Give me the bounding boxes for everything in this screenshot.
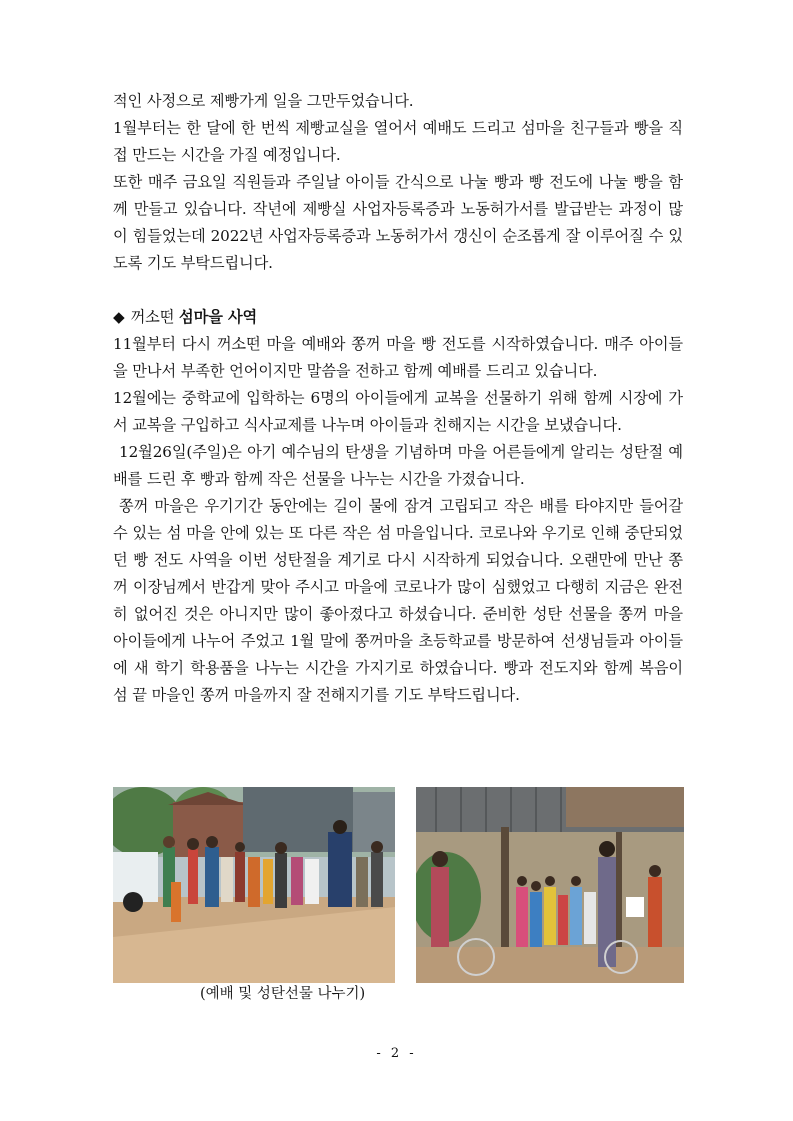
section-heading (113, 304, 683, 331)
village-worship-gathering-photo (416, 787, 684, 983)
section-paragraph-1: 11월부터 다시 꺼소떤 마을 예배와 쫑꺼 마을 빵 전도를 시작하였습니다. 매주 아이들을 만나서 부족한 언어이지만 말씀을 전하고 함께 예배를 드리고 있습니다. (113, 335, 683, 380)
section-paragraph-4: 쫑꺼 마을은 우기기간 동안에는 길이 물에 잠겨 고립되고 작은 배를 타야지만 들어갈 수 있는 섬 마을 안에 있는 또 다른 작은 섬 마을입니다. 코로나와 우기로 인해 중단되었던 빵 전도 사역을 이번 성탄절을 계기로 다시 시작하게 되었습니다. 오랜만에 만난 쫑꺼 이장님께서 반갑게 맞아 주시고 마을에 코로나가 많이 심했었고 다행히 지금은 완전히 없어진 것은 아니지만 많이 좋아졌다고 하셨습니다. 준비한 성탄 선물을 쫑꺼 마을 아이들에게 나누어 주었고 1월 말에 쫑꺼마을 초등학교를 방문하여 선생님들과 아이들에 새 학기 학용품을 나누는 시간을 가지기로 하였습니다. 빵과 전도지와 함께 복음이 섬 끝 마을인 쫑꺼 마을까지 잘 전해지기를 기도 부탁드립니다. (113, 497, 683, 704)
paragraph-1: 적인 사정으로 제빵가게 일을 그만두었습니다. (113, 92, 414, 110)
section-heading-normal: 꺼소떤 (130, 308, 180, 326)
paragraph-2: 1월부터는 한 달에 한 번씩 제빵교실을 열어서 예배도 드리고 섬마을 친구들과 빵을 직접 만드는 시간을 가질 예정입니다. (113, 119, 683, 164)
section-paragraph-2: 12월에는 중학교에 입학하는 6명의 아이들에게 교복을 선물하기 위해 함께 시장에 가서 교복을 구입하고 식사교제를 나누며 아이들과 친해지는 시간을 보냈습니다. (113, 389, 684, 434)
photo-caption: (예배 및 성탄선물 나누기) (200, 986, 366, 1002)
page-number: - 2 - (376, 1046, 417, 1061)
section-heading-bold: 섬마을 사역 (179, 308, 258, 326)
diamond-bullet-icon: ◆ (113, 308, 125, 326)
outdoor-gift-distribution-photo (113, 787, 395, 983)
section-paragraph-3: 12월26일(주일)은 아기 예수님의 탄생을 기념하며 마을 어른들에게 알리는 성탄절 예배를 드린 후 빵과 함께 작은 선물을 나누는 시간을 가졌습니다. (113, 443, 683, 488)
paragraph-3: 또한 매주 금요일 직원들과 주일날 아이들 간식으로 나눌 빵과 빵 전도에 나눌 빵을 함께 만들고 있습니다. 작년에 제빵실 사업자등록증과 노동허가서를 발급받는 과정이 많이 힘들었는데 2022년 사업자등록증과 노동허가서 갱신이 순조롭게 잘 이루어질 수 있도록 기도 부탁드립니다. (113, 173, 683, 272)
body-text (113, 88, 683, 709)
